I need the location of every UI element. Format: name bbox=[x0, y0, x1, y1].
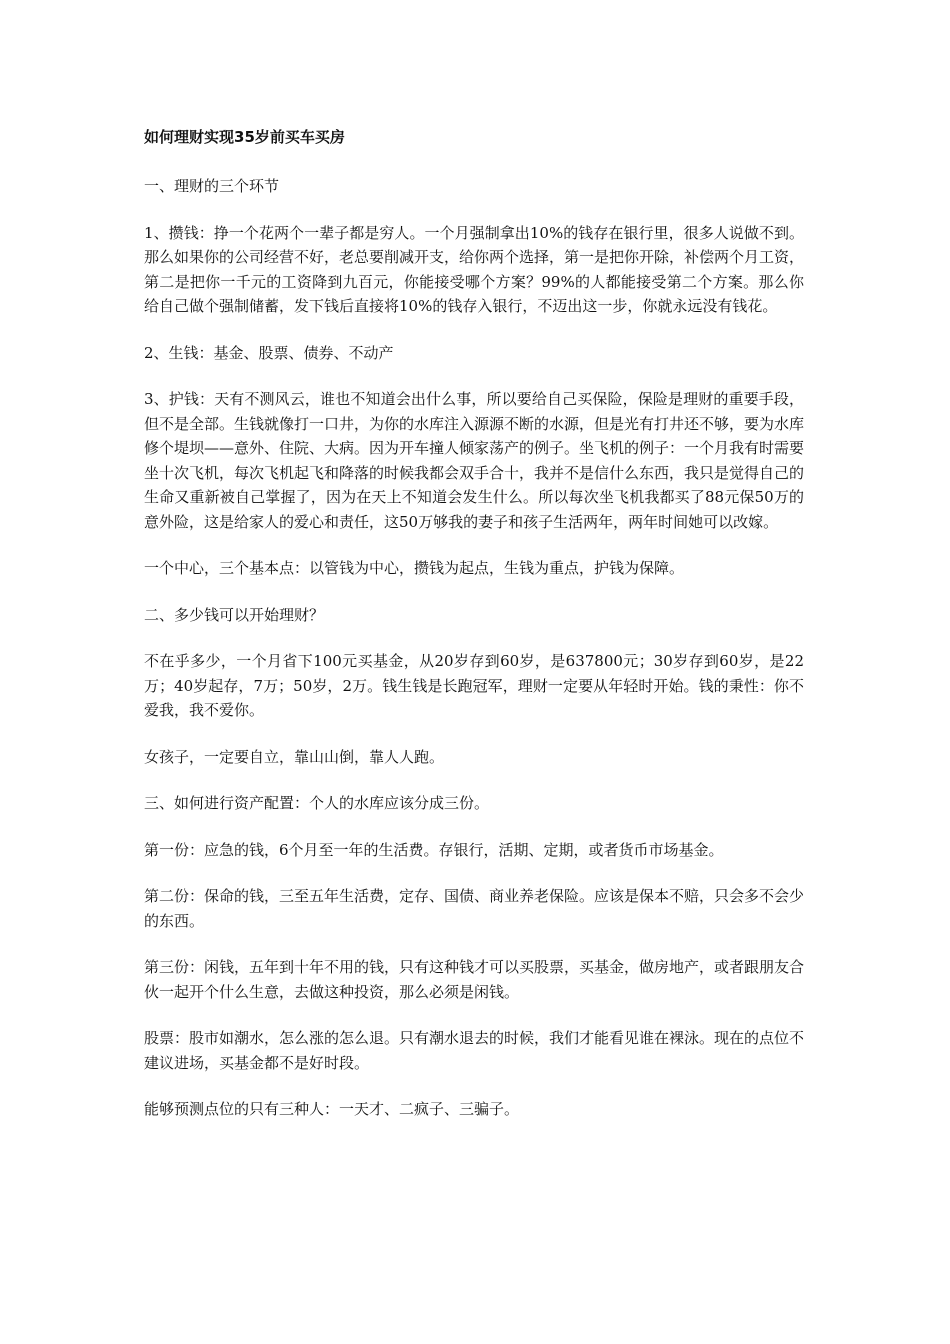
paragraph-first-part: 第一份：应急的钱，6个月至一年的生活费。存银行，活期、定期，或者货币市场基金。 bbox=[144, 840, 724, 859]
paragraph-one-center: 一个中心，三个基本点：以管钱为中心，攒钱为起点，生钱为重点，护钱为保障。 bbox=[144, 559, 685, 577]
paragraph-protect-money: 3、护钱：天有不测风云，谁也不知道会出什么事，所以要给自己买保险，保险是理财的重要手段，但不是全部。生钱就像打一口井，为你的水库注入源源不断的水源，但是光有打井还不够，要为水库修个堤坝——意外、住院、大病。因为开车撞人倾家荡产的例子。坐飞机的例子：一个月我有时需要坐十次飞机，每次飞机起飞和降落的时候我都会双手合十，我并不是信什么东西，我只是觉得自己的生命又重新被自己掌握了，因为在天上不知道会发生什么。所以每次坐飞机我都买了88元保50万的意外险，这是给家人的爱心和责任，这50万够我的妻子和孩子生活两年，两年时间她可以改嫁。 bbox=[144, 390, 805, 531]
document-page bbox=[144, 124, 804, 1144]
paragraph-grow-money: 2、生钱：基金、股票、债券、不动产 bbox=[144, 343, 394, 362]
paragraph-save-money: 1、攒钱：挣一个花两个一辈子都是穷人。一个月强制拿出10%的钱存在银行里，很多人说做不到。那么如果你的公司经营不好，老总要削减开支，给你两个选择，第一是把你开除，补偿两个月工资，第二是把你一千元的工资降到九百元，你能接受哪个方案？99%的人都能接受第二个方案。那么你给自己做个强制储蓄，发下钱后直接将10%的钱存入银行，不迈出这一步，你就永远没有钱花。 bbox=[144, 223, 805, 315]
paragraph-how-much: 不在乎多少，一个月省下100元买基金，从20岁存到60岁，是637800元；30岁存到60岁，是22万；40岁起存，7万；50岁，2万。钱生钱是长跑冠军，理财一定要从年轻时开始。钱的秉性：你不爱我，我不爱你。 bbox=[144, 652, 804, 719]
paragraph-second-part: 第二份：保命的钱，三至五年生活费，定存、国债、商业养老保险。应该是保本不赔，只会多不会少的东西。 bbox=[144, 887, 805, 930]
paragraph-girls: 女孩子，一定要自立，靠山山倒，靠人人跑。 bbox=[144, 747, 445, 766]
document-title: 如何理财实现35岁前买车买房 bbox=[144, 128, 345, 146]
section-heading-3: 三、如何进行资产配置：个人的水库应该分成三份。 bbox=[144, 794, 490, 812]
paragraph-third-part: 第三份：闲钱，五年到十年不用的钱，只有这种钱才可以买股票，买基金，做房地产，或者跟朋友合伙一起开个什么生意，去做这种投资，那么必须是闲钱。 bbox=[144, 958, 805, 1001]
section-heading-2: 二、多少钱可以开始理财？ bbox=[144, 605, 325, 624]
paragraph-predict: 能够预测点位的只有三种人：一天才、二疯子、三骗子。 bbox=[144, 1100, 520, 1118]
section-heading-1: 一、理财的三个环节 bbox=[144, 177, 280, 195]
paragraph-stocks: 股票：股市如潮水，怎么涨的怎么退。只有潮水退去的时候，我们才能看见谁在裸泳。现在的点位不建议进场，买基金都不是好时段。 bbox=[144, 1029, 805, 1072]
